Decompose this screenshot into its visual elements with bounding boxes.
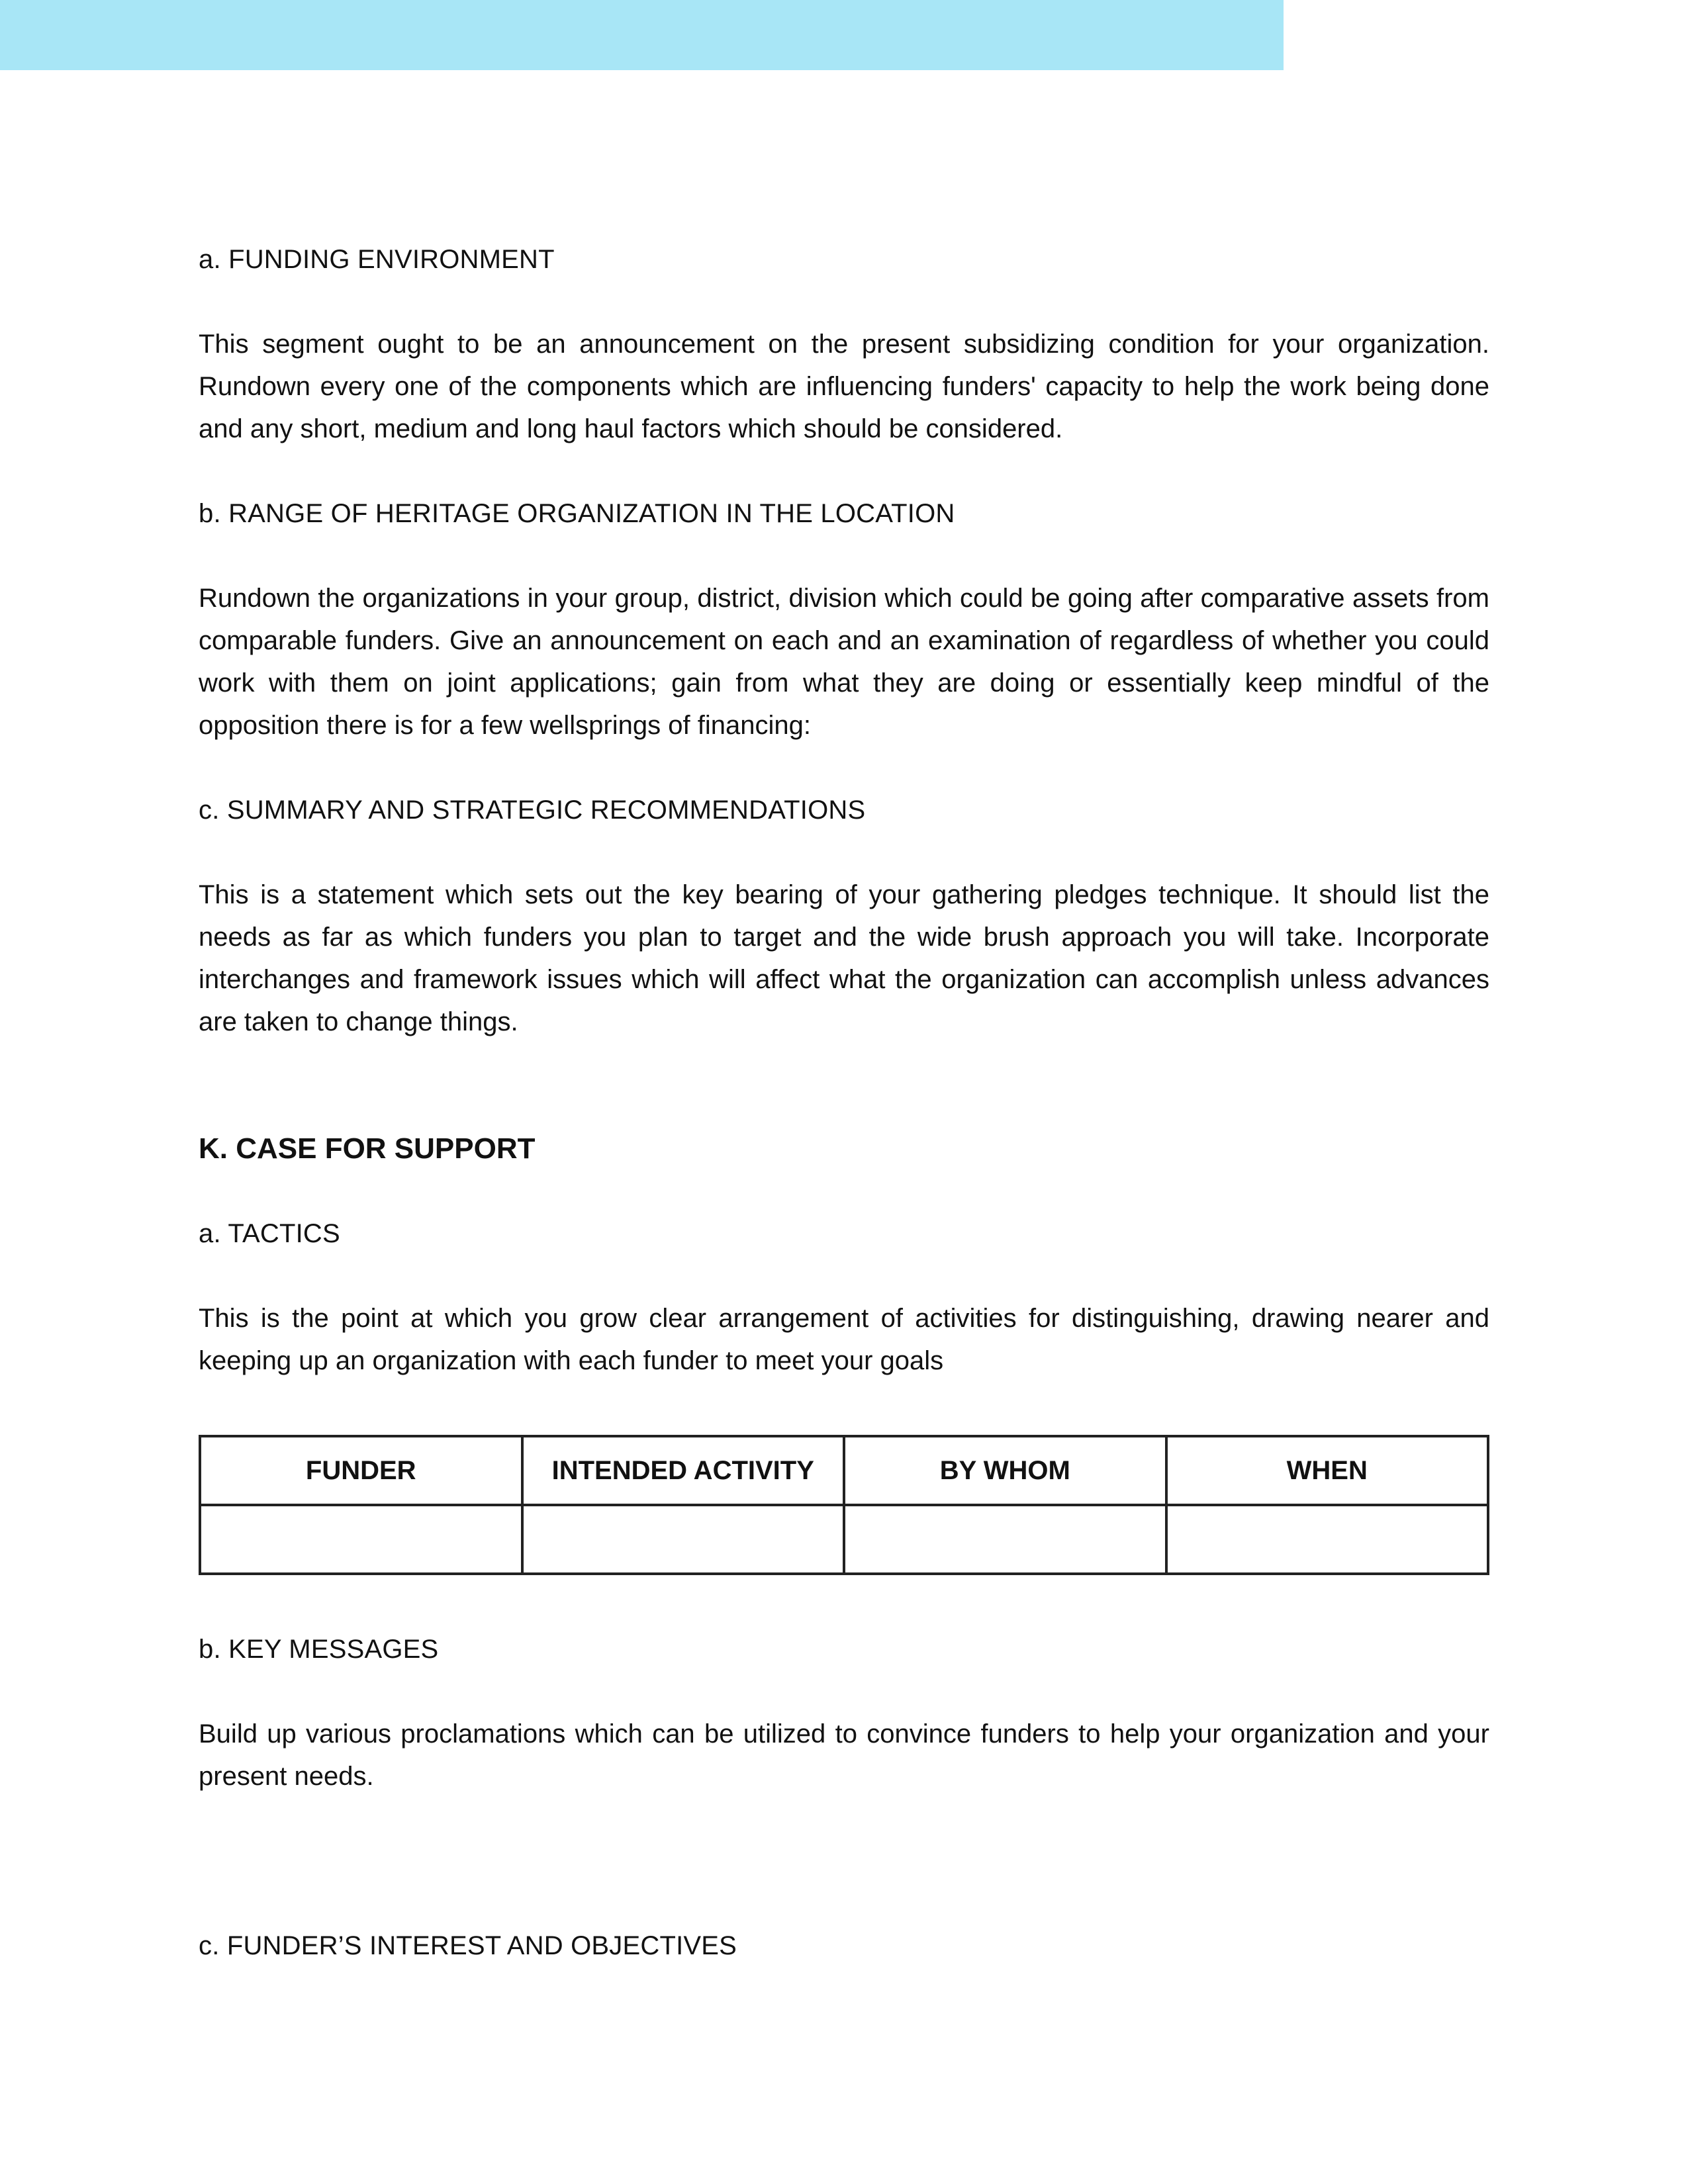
summary-recommendations-paragraph: This is a statement which sets out the key bearing of your gathering pledges technique. It should list the needs as far as which funders you plan to target and the wide brush approach you will take. Incorporate interchanges and framework issues which will affect what the organization can accomplish unless advances are taken to change things. (199, 880, 1489, 1036)
section-heading-funder-interest: c. FUNDER’S INTEREST AND OBJECTIVES (199, 1931, 737, 1960)
table-row (200, 1505, 1488, 1574)
funder-activity-table (199, 1435, 1489, 1575)
heritage-organizations-paragraph: Rundown the organizations in your group, district, division which could be going after comparative assets from comparable funders. Give an announcement on each and an examination of regardless of whether you could work with them on joint applications; gain from what they are doing or essentially keep mindful of the opposition there is for a few wellsprings of financing: (199, 584, 1489, 740)
section-heading-heritage-organizations: b. RANGE OF HERITAGE ORGANIZATION IN THE LOCATION (199, 499, 955, 528)
document-page (199, 238, 1489, 1967)
section-heading-funding-environment: a. FUNDING ENVIRONMENT (199, 245, 555, 274)
tactics-paragraph: This is the point at which you grow clear arrangement of activities for distinguishing, drawing nearer and keeping up an organization with each funder to meet your goals (199, 1304, 1489, 1375)
funding-environment-paragraph: This segment ought to be an announcement on the present subsidizing condition for your organization. Rundown every one of the components which are influencing funders' capacity to help the work being done and any short, medium and long haul factors which should be considered. (199, 330, 1489, 443)
table-header-row (200, 1436, 1488, 1505)
header-color-band (0, 0, 1284, 70)
column-header-when: WHEN (1166, 1436, 1489, 1505)
key-messages-paragraph: Build up various proclamations which can be utilized to convince funders to help your organization and your present needs. (199, 1719, 1489, 1791)
column-header-by-whom: BY WHOM (844, 1436, 1166, 1505)
section-heading-summary-recommendations: c. SUMMARY AND STRATEGIC RECOMMENDATIONS (199, 796, 866, 825)
column-header-funder: FUNDER (200, 1436, 522, 1505)
case-for-support-title: K. CASE FOR SUPPORT (199, 1132, 536, 1165)
table-cell-by-whom (844, 1505, 1166, 1574)
column-header-intended-activity: INTENDED ACTIVITY (522, 1436, 845, 1505)
section-heading-key-messages: b. KEY MESSAGES (199, 1635, 439, 1664)
section-heading-tactics: a. TACTICS (199, 1219, 340, 1248)
table-cell-intended-activity (522, 1505, 845, 1574)
table-cell-when (1166, 1505, 1489, 1574)
table-cell-funder (200, 1505, 522, 1574)
